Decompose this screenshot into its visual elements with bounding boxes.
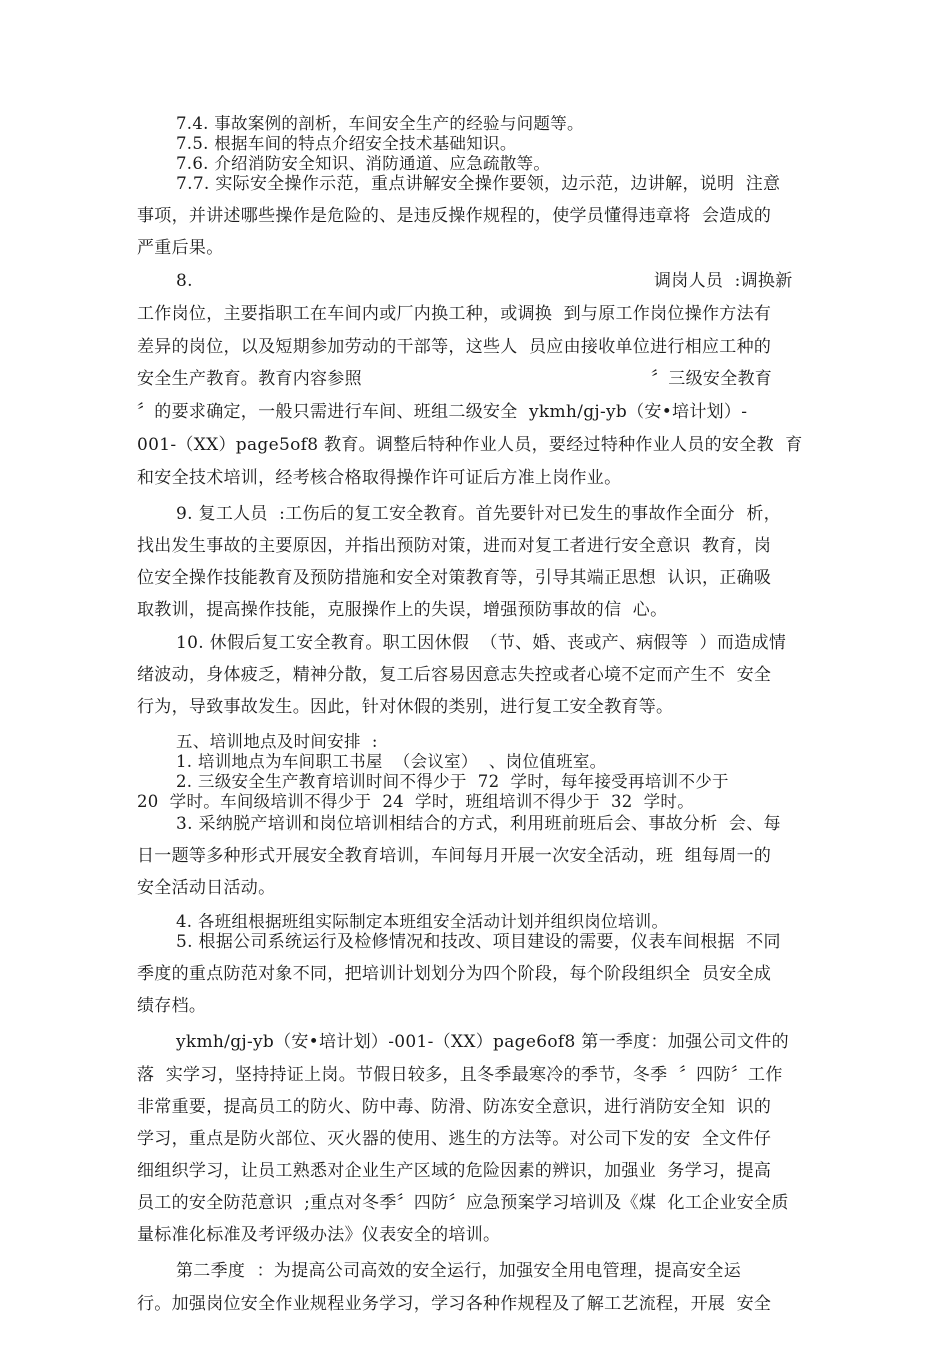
text-line: 2. 三级安全生产教育培训时间不得少于 72 学时，每年接受再培训不少于 bbox=[176, 772, 729, 791]
text-line: 位安全操作技能教育及预防措施和安全对策教育等，引导其端正思想 认识，正确吸 bbox=[137, 568, 772, 588]
text-line: 取教训，提高操作技能，克服操作上的失误，增强预防事故的信 心。 bbox=[137, 600, 668, 620]
text-line: 〞的要求确定，一般只需进行车间、班组二级安全 ykmh/gj-yb（安•培计划）- bbox=[137, 402, 748, 422]
text-line: 事项，并讲述哪些操作是危险的、是违反操作规程的，使学员懂得违章将 会造成的 bbox=[137, 206, 772, 226]
text-line: 7.7. 实际安全操作示范，重点讲解安全操作要领，边示范，边讲解，说明 注意 bbox=[176, 174, 781, 194]
text-line: 20 学时。车间级培训不得少于 24 学时，班组培训不得少于 32 学时。 bbox=[137, 792, 695, 811]
text-line: 1. 培训地点为车间职工书屋 （会议室） 、岗位值班室。 bbox=[176, 752, 607, 771]
text-line: 非常重要，提高员工的防火、防中毒、防滑、防冻安全意识，进行消防安全知 识的 bbox=[137, 1097, 772, 1117]
text-line: 行为，导致事故发生。因此，针对休假的类别，进行复工安全教育等。 bbox=[137, 697, 674, 717]
text-line: 001-（XX）page5of8 教育。调整后特种作业人员，要经过特种作业人员的安全教 育 bbox=[137, 435, 803, 455]
text-line: 和安全技术培训，经考核合格取得操作许可证后方准上岗作业。 bbox=[137, 468, 622, 488]
text-line: 7.4. 事故案例的剖析，车间安全生产的经验与问题等。 bbox=[176, 114, 584, 133]
text-line: 安全生产教育。教育内容参照 bbox=[137, 369, 362, 389]
text-line: 工作岗位，主要指职工在车间内或厂内换工种，或调换 到与原工作岗位操作方法有 bbox=[137, 304, 772, 324]
text-line: 安全活动日活动。 bbox=[137, 878, 276, 898]
text-line: 找出发生事故的主要原因，并指出预防对策，进而对复工者进行安全意识 教育，岗 bbox=[137, 536, 772, 556]
text-line: 季度的重点防范对象不同，把培训计划划分为四个阶段，每个阶段组织全 员安全成 bbox=[137, 964, 772, 984]
text-line: 差异的岗位，以及短期参加劳动的干部等，这些人 员应由接收单位进行相应工种的 bbox=[137, 337, 772, 357]
text-line: 落 实学习，坚持持证上岗。节假日较多，且冬季最寒冷的季节，冬季 〞四防〞工作 bbox=[137, 1065, 783, 1085]
text-line: 日一题等多种形式开展安全教育培训，车间每月开展一次安全活动，班 组每周一的 bbox=[137, 846, 772, 866]
text-line: 3. 采纳脱产培训和岗位培训相结合的方式，利用班前班后会、事故分析 会、每 bbox=[176, 814, 781, 834]
text-line: 行。加强岗位安全作业规程业务学习，学习各种作规程及了解工艺流程，开展 安全 bbox=[137, 1294, 772, 1314]
text-line: 量标准化标准及考评级办法》仪表安全的培训。 bbox=[137, 1225, 501, 1245]
text-line: 9. 复工人员 :工伤后的复工安全教育。首先要针对已发生的事故作全面分 析， bbox=[176, 504, 781, 524]
text-line: 〞三级安全教育 bbox=[651, 369, 773, 389]
text-line: 7.5. 根据车间的特点介绍安全技术基础知识。 bbox=[176, 134, 517, 153]
text-line: 7.6. 介绍消防安全知识、消防通道、应急疏散等。 bbox=[176, 154, 551, 173]
section-heading: 五、培训地点及时间安排 : bbox=[176, 732, 378, 751]
text-line: 员工的安全防范意识 ;重点对冬季〞四防〞应急预案学习培训及《煤 化工企业安全质 bbox=[137, 1193, 789, 1213]
text-line: 严重后果。 bbox=[137, 238, 224, 258]
text-line: 绪波动，身体疲乏，精神分散，复工后容易因意志失控或者心境不定而产生不 安全 bbox=[137, 665, 772, 685]
text-line: 调岗人员 :调换新 bbox=[654, 271, 793, 291]
text-line: 细组织学习，让员工熟悉对企业生产区域的危险因素的辨识，加强业 务学习，提高 bbox=[137, 1161, 772, 1181]
text-line: 4. 各班组根据班组实际制定本班组安全活动计划并组织岗位培训。 bbox=[176, 912, 669, 931]
text-line: 10. 休假后复工安全教育。职工因休假 （节、婚、丧或产、病假等 ）而造成情 bbox=[176, 633, 787, 653]
text-line: 5. 根据公司系统运行及检修情况和技改、项目建设的需要，仪表车间根据 不同 bbox=[176, 932, 781, 952]
text-line: 第二季度 ：为提高公司高效的安全运行，加强安全用电管理，提高安全运 bbox=[176, 1261, 742, 1281]
text-line: 绩存档。 bbox=[137, 996, 207, 1016]
text-line: 学习，重点是防火部位、灭火器的使用、逃生的方法等。对公司下发的安 全文件仔 bbox=[137, 1129, 772, 1149]
text-line: ykmh/gj-yb（安•培计划）-001-（XX）page6of8 第一季度：加强公司文件的 bbox=[176, 1032, 789, 1052]
text-line: 8. bbox=[176, 271, 193, 291]
